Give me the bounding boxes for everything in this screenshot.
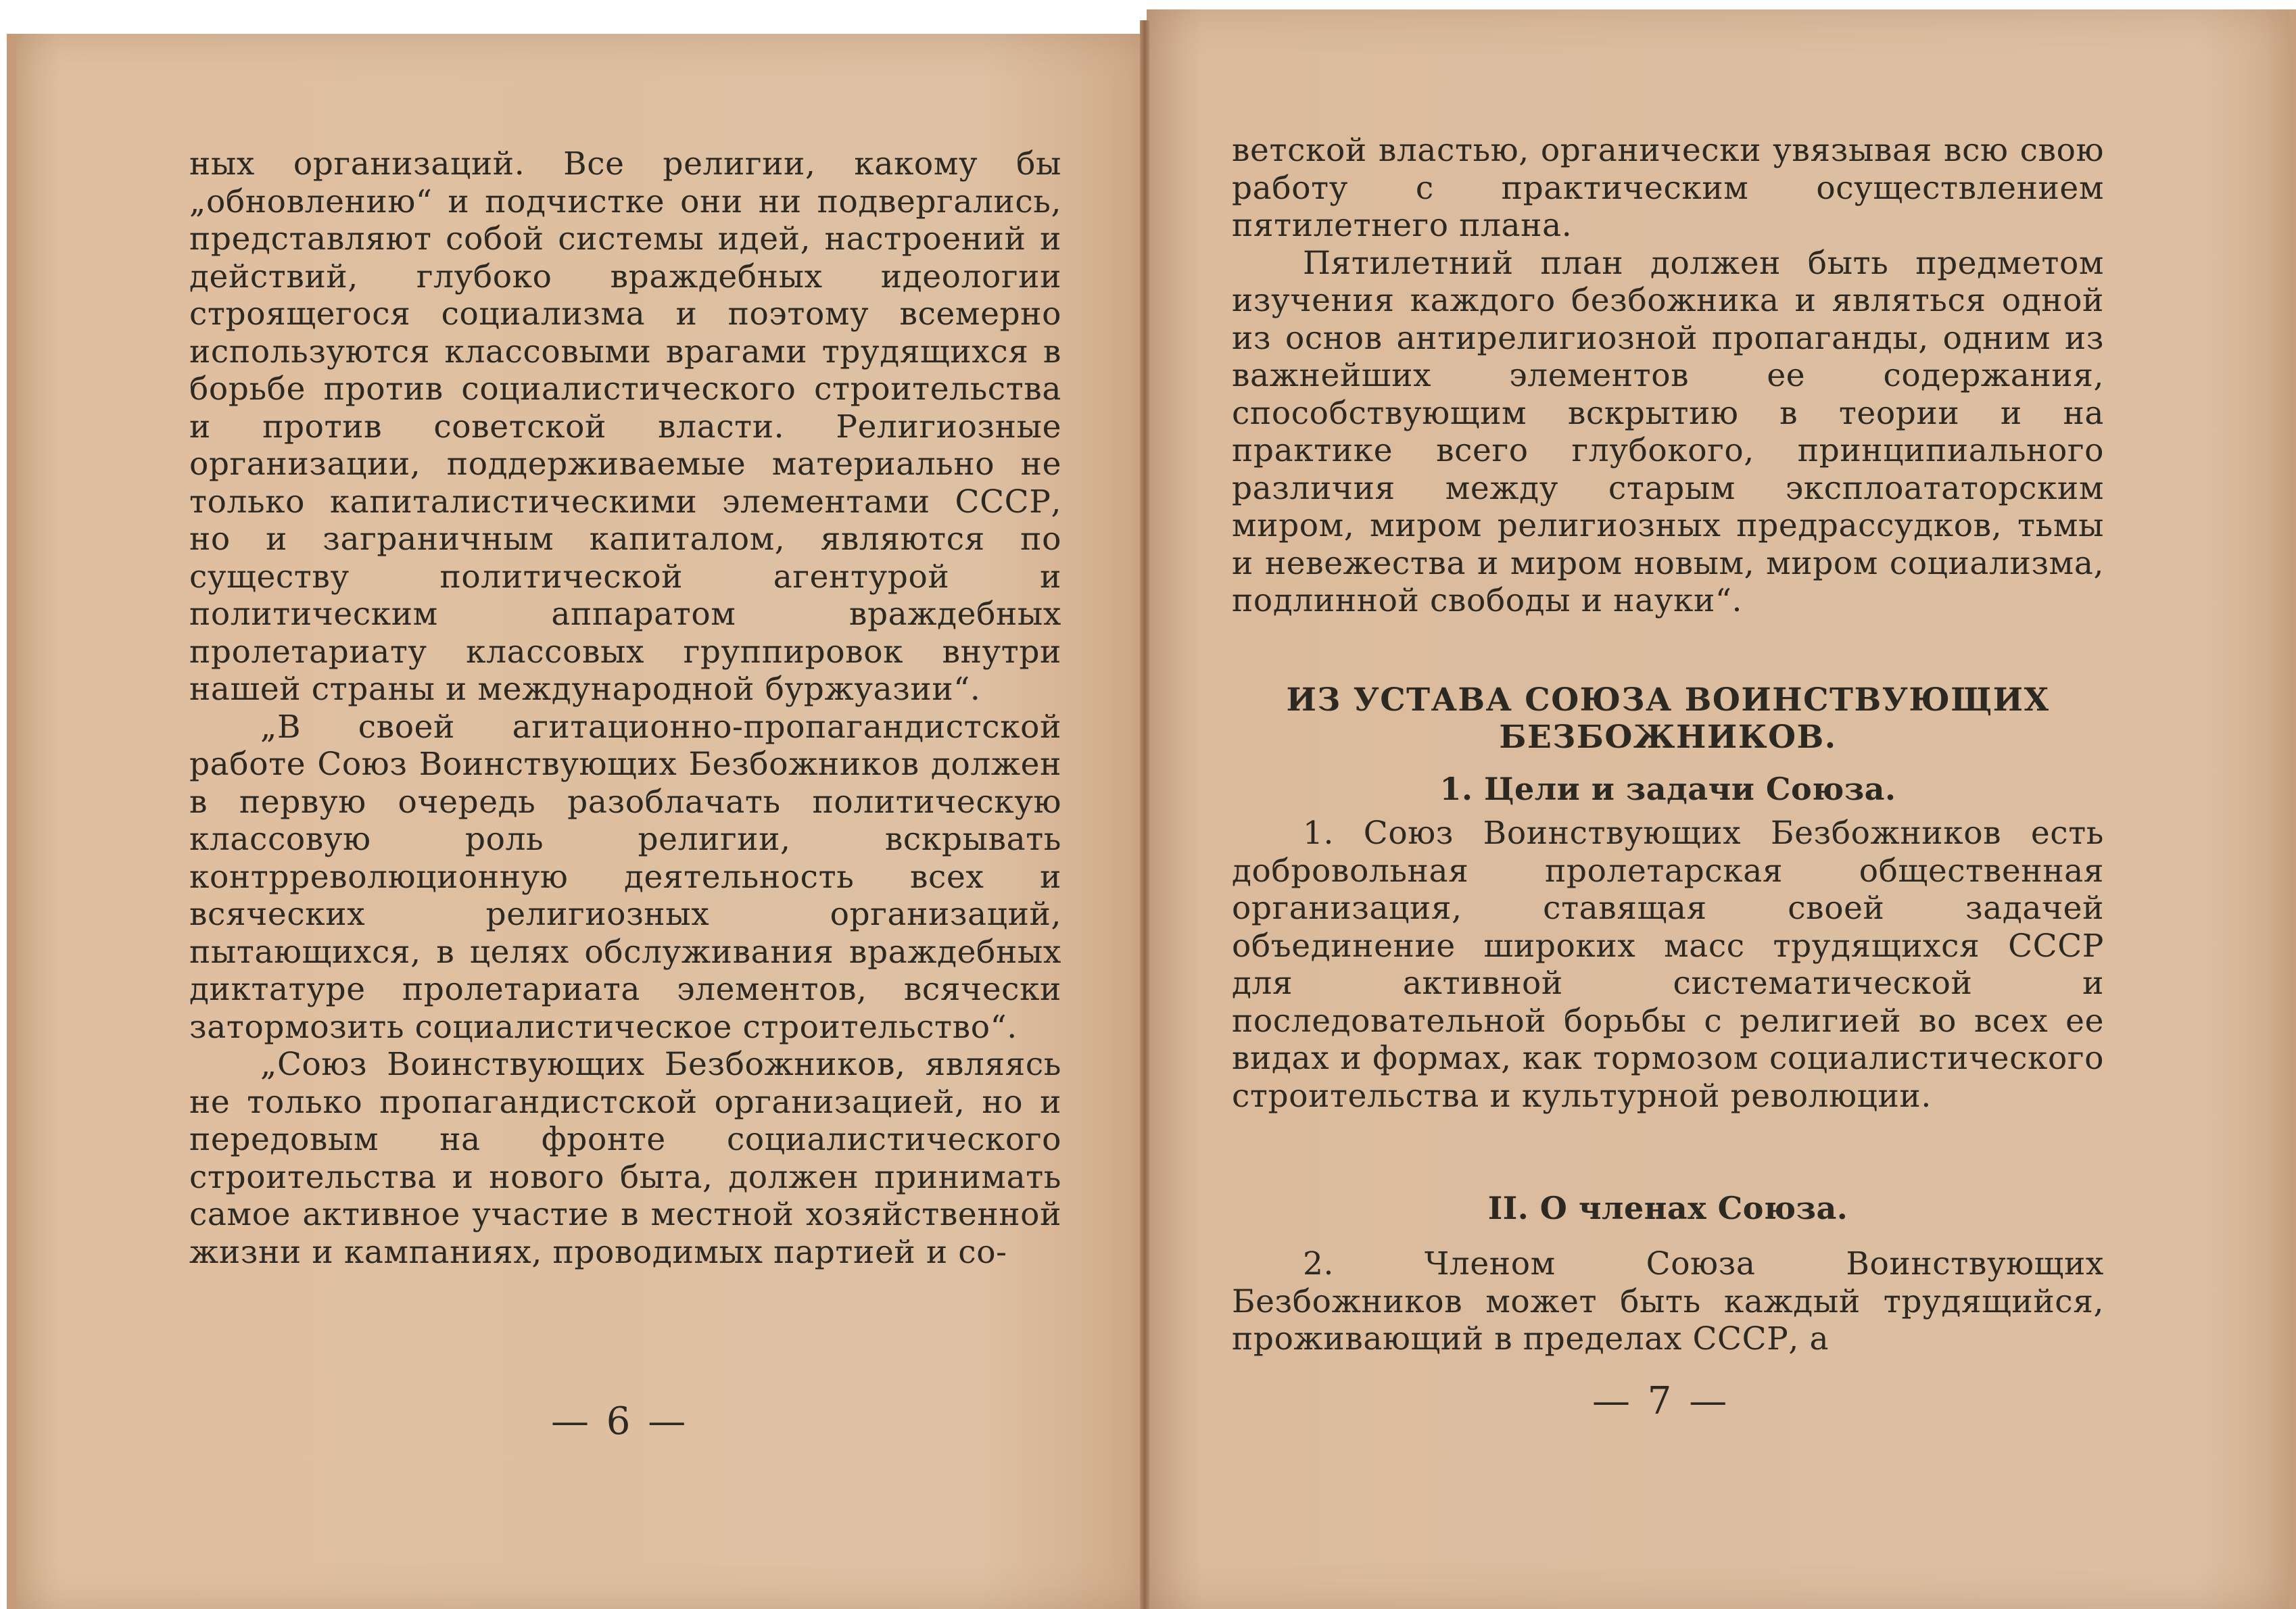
right-page-number: — 7 — — [1592, 1379, 1730, 1423]
right-paragraph-1: ветской властью, органически увязывая всю свою работу с практическим осуществлением пятилетнего плана. — [1232, 132, 2104, 244]
section-1-title: 1. Цели и задачи Союза. — [1439, 771, 1896, 807]
section-2-text: 2. Членом Союза Воинствующих Безбожников может быть каждый трудящийся, проживающий в пределах СССР, а — [1232, 1245, 2104, 1358]
book-gutter — [1140, 20, 1149, 1609]
left-paragraph-2: „В своей агитационно-пропагандистской работе Союз Воинствующих Безбожников должен в первую очередь разоблачать политическую классовую роль религии, вскрывать контрреволюционную деятельность всех и всяческих религиозных организаций, пытающихся, в целях обслуживания враждебных диктатуре пролетариата элементов, всячески затормозить социалистическое строительство“. — [189, 708, 1061, 1046]
left-page-text — [189, 145, 1061, 1271]
right-paragraph-2: Пятилетний план должен быть предметом изучения каждого безбожника и являться одной из основ антирелигиозной пропаганды, одним из важнейших элементов ее содержания, способствующим вскрытию в теории и на практике всего глубокого, принципиального различия между старым эксплоататорским миром, миром религиозных предрассудков, тьмы и невежества и миром новым, миром социализма, подлинной свободы и науки“. — [1232, 244, 2104, 619]
right-page-text-top — [1232, 132, 2104, 620]
section-1-text-block — [1232, 815, 2104, 1115]
left-paragraph-3: „Союз Воинствующих Безбожников, являясь не только пропагандистской организацией, но и передовым на фронте социалистического строительства и нового быта, должен принимать самое активное участие в местной хозяйственной жизни и кампаниях, проводимых партией и со- — [189, 1046, 1061, 1271]
left-page-number: — 6 — — [551, 1399, 689, 1443]
section-2-title: II. О членах Союза. — [1487, 1190, 1848, 1226]
charter-heading: ИЗ УСТАВА СОЮЗА ВОИНСТВУЮЩИХ БЕЗБОЖНИКОВ. — [1286, 681, 2050, 756]
section-2-text-block — [1232, 1245, 2104, 1358]
left-paragraph-1: ных организаций. Все религии, какому бы „обновлению“ и подчистке они ни подвергались, представляют собой системы идей, настроений и действий, глубоко враждебных идеологии строящегося социализма и поэтому всемерно используются классовыми врагами трудящихся в борьбе против социалистического строительства и против советской власти. Религиозные организации, поддерживаемые материально не только капиталистическими элементами СССР, но и заграничным капиталом, являются по существу политической агентурой и политическим аппаратом враждебных пролетариату классовых группировок внутри нашей страны и международной буржуазии“. — [189, 145, 1061, 708]
section-1-text: 1. Союз Воинствующих Безбожников есть добровольная пролетарская общественная организация, ставящая своей задачей объединение широких масс трудящихся СССР для активной систематической и последовательной борьбы с религией во всех ее видах и формах, как тормозом социалистического строительства и культурной революции. — [1232, 815, 2104, 1115]
